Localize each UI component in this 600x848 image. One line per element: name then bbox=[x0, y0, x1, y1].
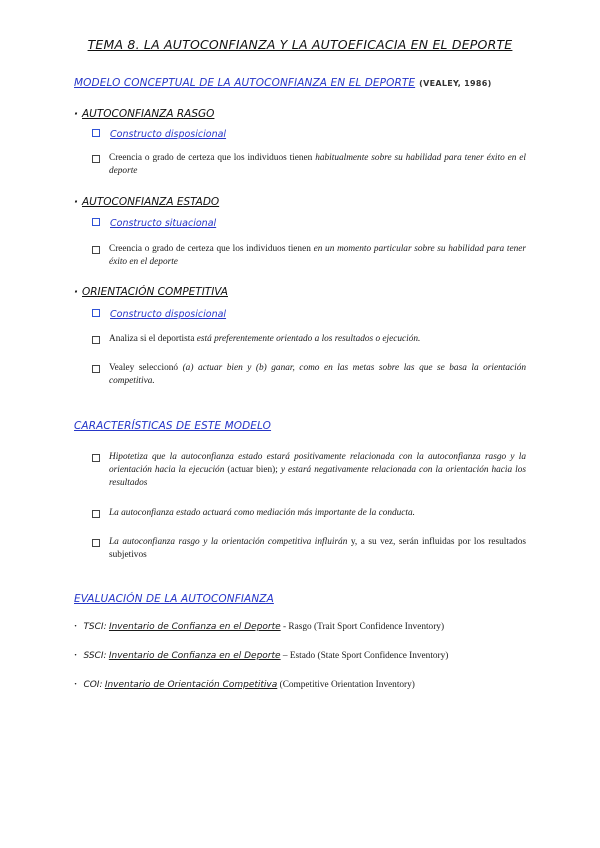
char-item1-a: Hipotetiza que la autoconfianza estado estará positivamente relacionada con la autoconfianza rasgo y la orientación hacia la ejecución bbox=[109, 452, 526, 475]
state-construct: Constructo situacional bbox=[110, 218, 217, 229]
evaluation-code: TSCI: bbox=[83, 622, 107, 632]
evaluation-rest: - Rasgo (Trait Sport Confidence Inventory) bbox=[280, 622, 445, 632]
state-heading bbox=[74, 196, 219, 208]
evaluation-code: COI: bbox=[83, 680, 103, 690]
trait-heading bbox=[74, 108, 214, 120]
orientation-item-2 bbox=[109, 362, 526, 388]
checkbox-icon[interactable] bbox=[92, 218, 100, 226]
evaluation-name: Inventario de Confianza en el Deporte bbox=[108, 622, 281, 632]
evaluation-code: SSCI: bbox=[83, 651, 107, 661]
orientation-item2-italic: (a) actuar bien y (b) ganar, como en las metas sobre las que se basa la orientación competitiva. bbox=[109, 363, 526, 386]
bullet-icon: · bbox=[74, 108, 78, 120]
orientation-item1-italic: está preferentemente orientado a los resultados o ejecución. bbox=[196, 334, 421, 344]
evaluation-name: Inventario de Confianza en el Deporte bbox=[108, 651, 281, 661]
orientation-item-1 bbox=[109, 333, 526, 346]
orientation-heading-label: ORIENTACIÓN COMPETITIVA bbox=[82, 286, 228, 298]
characteristics-heading: CARACTERÍSTICAS DE ESTE MODELO bbox=[74, 420, 272, 432]
orientation-item2-plain: Vealey seleccionó bbox=[109, 363, 183, 373]
orientation-heading bbox=[74, 286, 228, 298]
characteristics-item-3 bbox=[109, 536, 526, 562]
evaluation-name: Inventario de Orientación Competitiva bbox=[104, 680, 278, 690]
checkbox-icon[interactable] bbox=[92, 246, 100, 254]
bullet-icon: · bbox=[74, 651, 78, 661]
evaluation-item bbox=[74, 622, 444, 632]
trait-description bbox=[109, 152, 526, 178]
bullet-icon: · bbox=[74, 680, 78, 690]
char-item3-a: La autoconfianza rasgo y la orientación competitiva influirán bbox=[109, 537, 348, 547]
model-heading-row bbox=[74, 73, 492, 91]
bullet-icon: · bbox=[74, 286, 78, 298]
trait-desc-plain: Creencia o grado de certeza que los individuos tienen bbox=[109, 153, 316, 163]
evaluation-rest: – Estado (State Sport Confidence Inventory) bbox=[280, 651, 449, 661]
char-item1-c: y estará negativamente relacionada con la orientación hacia los resultados bbox=[109, 465, 526, 488]
checkbox-icon[interactable] bbox=[92, 454, 100, 462]
orientation-item1-plain: Analiza si el deportista bbox=[109, 334, 197, 344]
checkbox-icon[interactable] bbox=[92, 539, 100, 547]
state-description bbox=[109, 243, 526, 269]
evaluation-heading: EVALUACIÓN DE LA AUTOCONFIANZA bbox=[74, 593, 274, 605]
page-title: TEMA 8. LA AUTOCONFIANZA Y LA AUTOEFICACIA EN EL DEPORTE bbox=[87, 37, 513, 52]
state-desc-italic: en un momento particular sobre su habilidad para tener éxito en el deporte bbox=[109, 244, 526, 267]
bullet-icon: · bbox=[74, 196, 78, 208]
model-author: (VEALEY, 1986) bbox=[419, 79, 492, 88]
trait-heading-label: AUTOCONFIANZA RASGO bbox=[82, 108, 215, 120]
evaluation-item bbox=[74, 680, 415, 690]
checkbox-icon[interactable] bbox=[92, 309, 100, 317]
trait-construct-item bbox=[92, 124, 226, 142]
trait-desc-italic: habitualmente sobre su habilidad para tener éxito en el deporte bbox=[109, 153, 526, 176]
model-heading: MODELO CONCEPTUAL DE LA AUTOCONFIANZA EN EL DEPORTE bbox=[74, 77, 416, 89]
checkbox-icon[interactable] bbox=[92, 336, 100, 344]
evaluation-rest: (Competitive Orientation Inventory) bbox=[277, 680, 415, 690]
evaluation-item bbox=[74, 651, 448, 661]
checkbox-icon[interactable] bbox=[92, 129, 100, 137]
state-construct-item bbox=[92, 213, 216, 231]
state-desc-plain: Creencia o grado de certeza que los individuos tienen bbox=[109, 244, 314, 254]
char-item1-b: (actuar bien); bbox=[224, 465, 281, 475]
orientation-construct-item bbox=[92, 304, 226, 322]
char-item3-b: y, a su vez, serán influidas por los resultados subjetivos bbox=[109, 537, 526, 560]
checkbox-icon[interactable] bbox=[92, 365, 100, 373]
checkbox-icon[interactable] bbox=[92, 155, 100, 163]
char-item2: La autoconfianza estado actuará como mediación más importante de la conducta. bbox=[109, 508, 415, 518]
characteristics-item-2 bbox=[109, 507, 526, 520]
orientation-construct: Constructo disposicional bbox=[110, 309, 227, 320]
trait-construct: Constructo disposicional bbox=[110, 129, 227, 140]
characteristics-item-1 bbox=[109, 451, 526, 490]
state-heading-label: AUTOCONFIANZA ESTADO bbox=[82, 196, 220, 208]
bullet-icon: · bbox=[74, 622, 78, 632]
checkbox-icon[interactable] bbox=[92, 510, 100, 518]
